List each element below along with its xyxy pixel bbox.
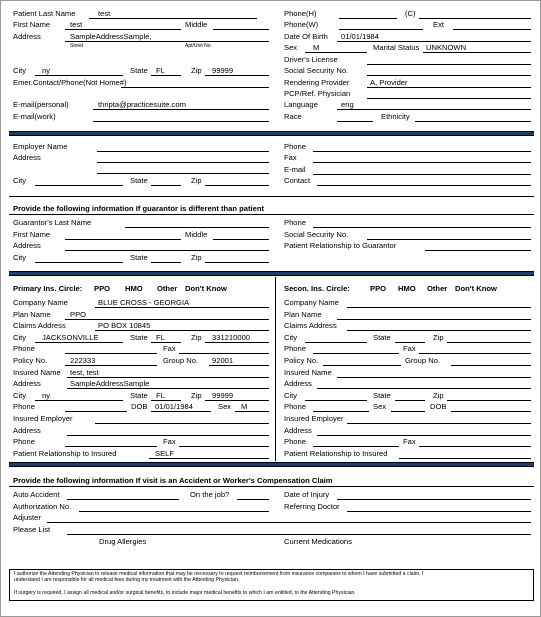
adjuster-label: Adjuster <box>13 513 41 522</box>
primary-address-value: SampleAddressSample <box>70 379 150 388</box>
employer-email-label: E-mail <box>284 165 306 174</box>
guarantor-section-header: Provide the following information If guarantor is different than patient <box>13 204 265 213</box>
on-the-job-label: On the job? <box>190 490 230 499</box>
employer-zip-label: Zip <box>191 176 202 185</box>
guarantor-address-label: Address <box>13 241 41 250</box>
secondary-employer-address-label: Address <box>284 426 312 435</box>
patient-middle-label: Middle <box>185 20 208 29</box>
patient-city-value: ny <box>42 66 51 75</box>
primary-insured-state-value: FL <box>156 391 165 400</box>
secondary-insured-state-label: State <box>373 391 391 400</box>
patient-address-label: Address <box>13 32 41 41</box>
primary-claims-label: Claims Address <box>13 321 66 330</box>
authorization-line-1: I authorize the Attending Physician to release medical information that may be necessary to request reimbursement from insurance companies to whom I have submitted a claim. I <box>14 571 424 577</box>
primary-insured-sex-label: Sex <box>218 402 232 411</box>
primary-ins-circle-label: Primary Ins. Circle: <box>13 284 83 293</box>
primary-state-label: State <box>130 333 148 342</box>
emergency-contact-label: Emer.Contact/Phone(Not Home#) <box>13 78 127 87</box>
primary-insured-dob-label: DOB <box>131 402 148 411</box>
email-personal-label: E-mail(personal) <box>13 100 69 109</box>
primary-insured-zip-value: 99999 <box>212 391 234 400</box>
secondary-dont-know-option[interactable]: Don't Know <box>455 284 497 293</box>
primary-insured-dob-value: 01/01/1984 <box>155 402 194 411</box>
guarantor-city-label: City <box>13 253 27 262</box>
employer-city-label: City <box>13 176 27 185</box>
secondary-relationship-label: Patient Relationship to Insured <box>284 449 388 458</box>
primary-employer-phone-label: Phone <box>13 437 35 446</box>
employer-state-label: State <box>130 176 148 185</box>
primary-insured-state-label: State <box>130 391 148 400</box>
primary-insured-city-value: ny <box>42 391 51 400</box>
patient-first-name-label: First Name <box>13 20 51 29</box>
guarantor-last-name-label: Guarantor's Last Name <box>13 218 92 227</box>
primary-city-label: City <box>13 333 27 342</box>
guarantor-middle-label: Middle <box>185 230 208 239</box>
guarantor-ssn-label: Social Security No. <box>284 230 349 239</box>
primary-ppo-option[interactable]: PPO <box>94 284 111 293</box>
guarantor-state-label: State <box>130 253 148 262</box>
primary-zip-label: Zip <box>191 333 202 342</box>
primary-group-value: 92001 <box>212 356 234 365</box>
primary-relationship-value: SELF <box>155 449 174 458</box>
employer-name-label: Employer Name <box>13 142 68 151</box>
primary-address-label: Address <box>13 379 41 388</box>
primary-insured-zip-label: Zip <box>191 391 202 400</box>
patient-state-value: FL <box>156 66 165 75</box>
apt-sublabel: Apt/Unit No. <box>185 43 212 49</box>
primary-policy-value: 222333 <box>70 356 96 365</box>
primary-phone-label: Phone <box>13 344 35 353</box>
authorization-no-label: Authorization No. <box>13 502 72 511</box>
patient-address-value: SampleAddressSample, <box>70 32 152 41</box>
dob-label: Date Of Birth <box>284 32 328 41</box>
secondary-insured-sex-label: Sex <box>373 402 387 411</box>
marital-status-value: UNKNOWN <box>426 43 467 52</box>
primary-employer-address-label: Address <box>13 426 41 435</box>
patient-first-name-value: test <box>70 20 83 29</box>
secondary-ppo-option[interactable]: PPO <box>370 284 387 293</box>
guarantor-zip-label: Zip <box>191 253 202 262</box>
primary-group-label: Group No. <box>163 356 199 365</box>
primary-city-value: JACKSONVILLE <box>42 333 99 342</box>
drivers-license-label: Driver's License <box>284 55 338 64</box>
street-sublabel: Street <box>70 43 84 49</box>
primary-relationship-label: Patient Relationship to Insured <box>13 449 117 458</box>
secondary-insured-city-label: City <box>284 391 298 400</box>
primary-other-option[interactable]: Other <box>157 284 178 293</box>
secondary-ins-circle-label: Secon. Ins. Circle: <box>284 284 350 293</box>
guarantor-phone-label: Phone <box>284 218 306 227</box>
secondary-city-label: City <box>284 333 298 342</box>
authorization-statement <box>9 569 534 601</box>
language-value: eng <box>341 100 354 109</box>
secondary-insured-phone-label: Phone <box>284 402 306 411</box>
primary-plan-label: Plan Name <box>13 310 51 319</box>
secondary-employer-phone-label: Phone <box>284 437 306 446</box>
patient-state-label: State <box>130 66 148 75</box>
referring-doctor-label: Referring Doctor <box>284 502 340 511</box>
secondary-policy-label: Policy No. <box>284 356 319 365</box>
accident-section-header: Provide the following information If visit is an Accident or Worker's Compensation Claim <box>13 476 333 485</box>
section-divider <box>9 271 534 276</box>
primary-dont-know-option[interactable]: Don't Know <box>185 284 227 293</box>
primary-state-value: FL <box>156 333 165 342</box>
secondary-claims-label: Claims Address <box>284 321 337 330</box>
rendering-provider-label: Rendering Provider <box>284 78 350 87</box>
rendering-provider-value: A, Provider <box>370 78 408 87</box>
primary-company-value: BLUE CROSS - GEORGIA <box>98 298 190 307</box>
drug-allergies-label: Drug Allergies <box>99 537 147 546</box>
primary-fax-label: Fax <box>163 344 176 353</box>
secondary-plan-label: Plan Name <box>284 310 322 319</box>
primary-employer-fax-label: Fax <box>163 437 176 446</box>
patient-zip-value: 99999 <box>212 66 234 75</box>
auto-accident-label: Auto Accident <box>13 490 60 499</box>
primary-insured-employer-label: Insured Employer <box>13 414 73 423</box>
patient-zip-label: Zip <box>191 66 202 75</box>
guarantor-relationship-label: Patient Relationship to Guarantor <box>284 241 397 250</box>
phone-home-label: Phone(H) <box>284 9 317 18</box>
primary-zip-value: 331210000 <box>212 333 251 342</box>
marital-status-label: Marital Status <box>373 43 420 52</box>
secondary-insured-label: Insured Name <box>284 368 332 377</box>
current-medications-label: Current Medications <box>284 537 352 546</box>
employer-fax-label: Fax <box>284 153 297 162</box>
ethnicity-label: Ethnicity <box>381 112 410 121</box>
secondary-phone-label: Phone <box>284 344 306 353</box>
employer-phone-label: Phone <box>284 142 306 151</box>
primary-insured-sex-value: M <box>241 402 248 411</box>
primary-insured-value: test, test <box>70 368 99 377</box>
authorization-line-3: If surgery is required, I assign all medical and/or surgical benefits, to include major medical benefits to which I am entitled, to the Attending Physician. <box>14 590 356 596</box>
secondary-address-label: Address <box>284 379 312 388</box>
ext-label: Ext <box>433 20 444 29</box>
secondary-other-option[interactable]: Other <box>427 284 448 293</box>
secondary-company-label: Company Name <box>284 298 339 307</box>
please-list-label: Please List <box>13 525 51 534</box>
primary-policy-label: Policy No. <box>13 356 48 365</box>
secondary-insured-zip-label: Zip <box>433 391 444 400</box>
guarantor-first-name-label: First Name <box>13 230 51 239</box>
email-work-label: E-mail(work) <box>13 112 56 121</box>
section-divider <box>9 462 534 467</box>
email-personal-value: thripta@practicesuite.com <box>98 100 186 109</box>
phone-work-label: Phone(W) <box>284 20 319 29</box>
date-of-injury-label: Date of Injury <box>284 490 330 499</box>
primary-plan-value: PPO <box>70 310 87 319</box>
primary-insured-phone-label: Phone <box>13 402 35 411</box>
primary-insured-city-label: City <box>13 391 27 400</box>
primary-company-label: Company Name <box>13 298 68 307</box>
patient-city-label: City <box>13 66 27 75</box>
ssn-label: Social Security No. <box>284 66 349 75</box>
secondary-employer-fax-label: Fax <box>403 437 416 446</box>
section-divider <box>9 131 534 136</box>
primary-insured-label: Insured Name <box>13 368 61 377</box>
authorization-line-2: understand I am responsible for all medical fees during my treatment with the Attending Physician. <box>14 577 240 583</box>
secondary-fax-label: Fax <box>403 344 416 353</box>
patient-last-name-value: test <box>98 9 111 18</box>
primary-hmo-option[interactable]: HMO <box>125 284 143 293</box>
sex-value: M <box>313 43 320 52</box>
secondary-hmo-option[interactable]: HMO <box>398 284 416 293</box>
secondary-state-label: State <box>373 333 391 342</box>
sex-label: Sex <box>284 43 298 52</box>
primary-claims-value: PO BOX 10845 <box>98 321 151 330</box>
patient-last-name-label: Patient Last Name <box>13 9 76 18</box>
secondary-zip-label: Zip <box>433 333 444 342</box>
secondary-insured-employer-label: Insured Employer <box>284 414 344 423</box>
secondary-group-label: Group No. <box>405 356 441 365</box>
pcp-label: PCP/Ref. Physician <box>284 89 351 98</box>
phone-cell-label: (C) <box>405 9 416 18</box>
language-label: Language <box>284 100 318 109</box>
employer-address-label: Address <box>13 153 41 162</box>
dob-value: 01/01/1984 <box>341 32 380 41</box>
secondary-insured-dob-label: DOB <box>430 402 447 411</box>
race-label: Race <box>284 112 302 121</box>
employer-contact-label: Contact <box>284 176 311 185</box>
